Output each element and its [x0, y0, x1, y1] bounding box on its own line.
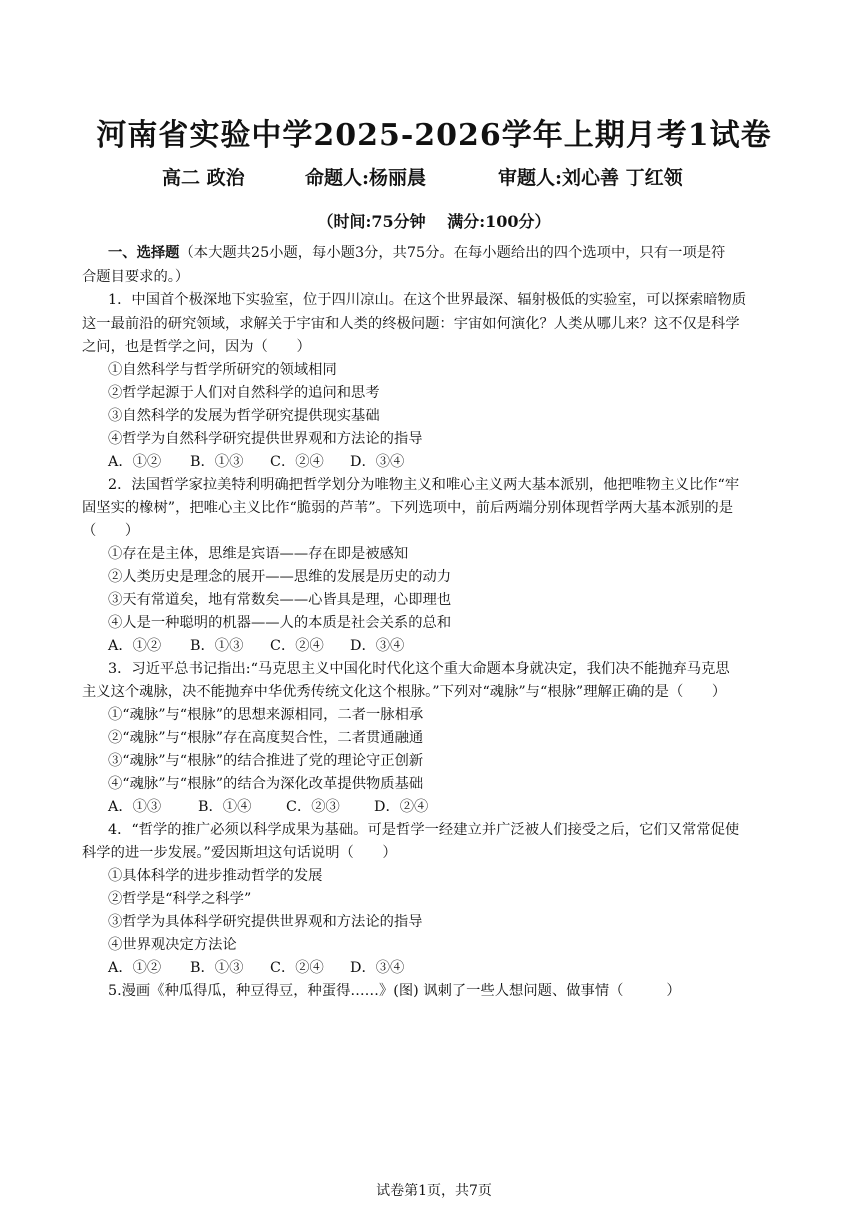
question-1-statement: ③自然科学的发展为哲学研究提供现实基础 — [108, 408, 380, 424]
question-1-stem-cont: 这一最前沿的研究领域，求解关于宇宙和人类的终极问题：宇宙如何演化？人类从哪儿来？这不仅是科学 — [82, 316, 740, 332]
question-1-options — [108, 452, 404, 472]
option-b: B．①④ — [198, 799, 252, 815]
option-d: D．③④ — [350, 960, 405, 976]
option-a: A．①② — [108, 638, 162, 654]
question-1-statement: ④哲学为自然科学研究提供世界观和方法论的指导 — [108, 431, 423, 447]
option-a: A．①③ — [108, 799, 162, 815]
question-1-statement: ①自然科学与哲学所研究的领域相同 — [108, 362, 337, 378]
question-4-options — [108, 958, 404, 978]
question-4-statement: ②哲学是“科学之科学” — [108, 891, 252, 907]
question-3-statement: ②“魂脉”与“根脉”存在高度契合性，二者贯通融通 — [108, 730, 424, 746]
option-c: C．②④ — [270, 960, 324, 976]
option-d: D．③④ — [350, 638, 405, 654]
question-3-statement: ①“魂脉”与“根脉”的思想来源相同，二者一脉相承 — [108, 707, 424, 723]
page-footer: 试卷第1页，共7页 — [376, 1183, 492, 1199]
grade-subject: 高二 政治 — [162, 167, 245, 189]
question-1-stem: 1．中国首个极深地下实验室，位于四川凉山。在这个世界最深、辐射极低的实验室，可以探索暗物质 — [108, 292, 747, 308]
option-c: C．②④ — [270, 638, 324, 654]
question-2-stem-cont: （ ） — [82, 523, 140, 539]
question-1-stem-cont: 之问，也是哲学之问，因为（ ） — [82, 339, 311, 355]
question-3-stem: 3．习近平总书记指出:“马克思主义中国化时代化这个重大命题本身就决定，我们决不能抛弃马克思 — [108, 661, 730, 677]
question-2-stem-cont: 固坚实的橡树”，把唯心主义比作“脆弱的芦苇”。下列选项中，前后两端分别体现哲学两大基本派别的是 — [82, 500, 733, 516]
time-and-score: （时间:75分钟 满分:100分） — [317, 212, 551, 231]
question-2-stem: 2．法国哲学家拉美特利明确把哲学划分为唯物主义和唯心主义两大基本派别，他把唯物主义比作“牢 — [108, 477, 740, 493]
question-4-stem-cont: 科学的进一步发展。”爱因斯坦这句话说明（ ） — [82, 845, 397, 861]
question-1-statement: ②哲学起源于人们对自然科学的追问和思考 — [108, 385, 380, 401]
question-3-options — [108, 797, 428, 817]
option-d: D．③④ — [350, 454, 405, 470]
question-4-stem: 4．“哲学的推广必须以科学成果为基础。可是哲学一经建立并广泛被人们接受之后，它们又常常促使 — [108, 822, 740, 838]
option-b: B．①③ — [190, 454, 244, 470]
section-instruction: 一、选择题（本大题共25小题，每小题3分，共75分。在每小题给出的四个选项中，只有一项是符 — [108, 245, 726, 261]
exam-title: 河南省实验中学2025-2026学年上期月考1试卷 — [96, 118, 772, 153]
option-a: A．①② — [108, 454, 162, 470]
question-3-statement: ③“魂脉”与“根脉”的结合推进了党的理论守正创新 — [108, 753, 424, 769]
question-4-statement: ③哲学为具体科学研究提供世界观和方法论的指导 — [108, 914, 423, 930]
section-instruction-cont: 合题目要求的。） — [82, 269, 190, 285]
option-c: C．②④ — [270, 454, 324, 470]
option-a: A．①② — [108, 960, 162, 976]
option-d: D．②④ — [374, 799, 429, 815]
question-4-statement: ①具体科学的进步推动哲学的发展 — [108, 868, 323, 884]
question-5-stem: 5.漫画《种瓜得瓜，种豆得豆，种蛋得……》(图) 讽刺了一些人想问题、做事情（ ） — [108, 983, 681, 999]
question-2-statement: ②人类历史是理念的展开——思维的发展是历史的动力 — [108, 569, 452, 585]
section-heading: 一、选择题 — [108, 245, 180, 261]
option-b: B．①③ — [190, 638, 244, 654]
question-4-statement: ④世界观决定方法论 — [108, 937, 237, 953]
question-author: 命题人:杨丽晨 — [305, 167, 427, 189]
question-reviewer: 审题人:刘心善 丁红领 — [498, 167, 683, 189]
option-b: B．①③ — [190, 960, 244, 976]
question-2-statement: ①存在是主体，思维是宾语——存在即是被感知 — [108, 546, 409, 562]
question-2-options — [108, 636, 404, 656]
question-3-stem-cont: 主义这个魂脉，决不能抛弃中华优秀传统文化这个根脉。”下列对“魂脉”与“根脉”理解正确的是（ ） — [82, 684, 727, 700]
question-2-statement: ③天有常道矣，地有常数矣——心皆具是理，心即理也 — [108, 592, 452, 608]
option-c: C．②③ — [286, 799, 340, 815]
question-3-statement: ④“魂脉”与“根脉”的结合为深化改革提供物质基础 — [108, 776, 424, 792]
question-2-statement: ④人是一种聪明的机器——人的本质是社会关系的总和 — [108, 615, 452, 631]
